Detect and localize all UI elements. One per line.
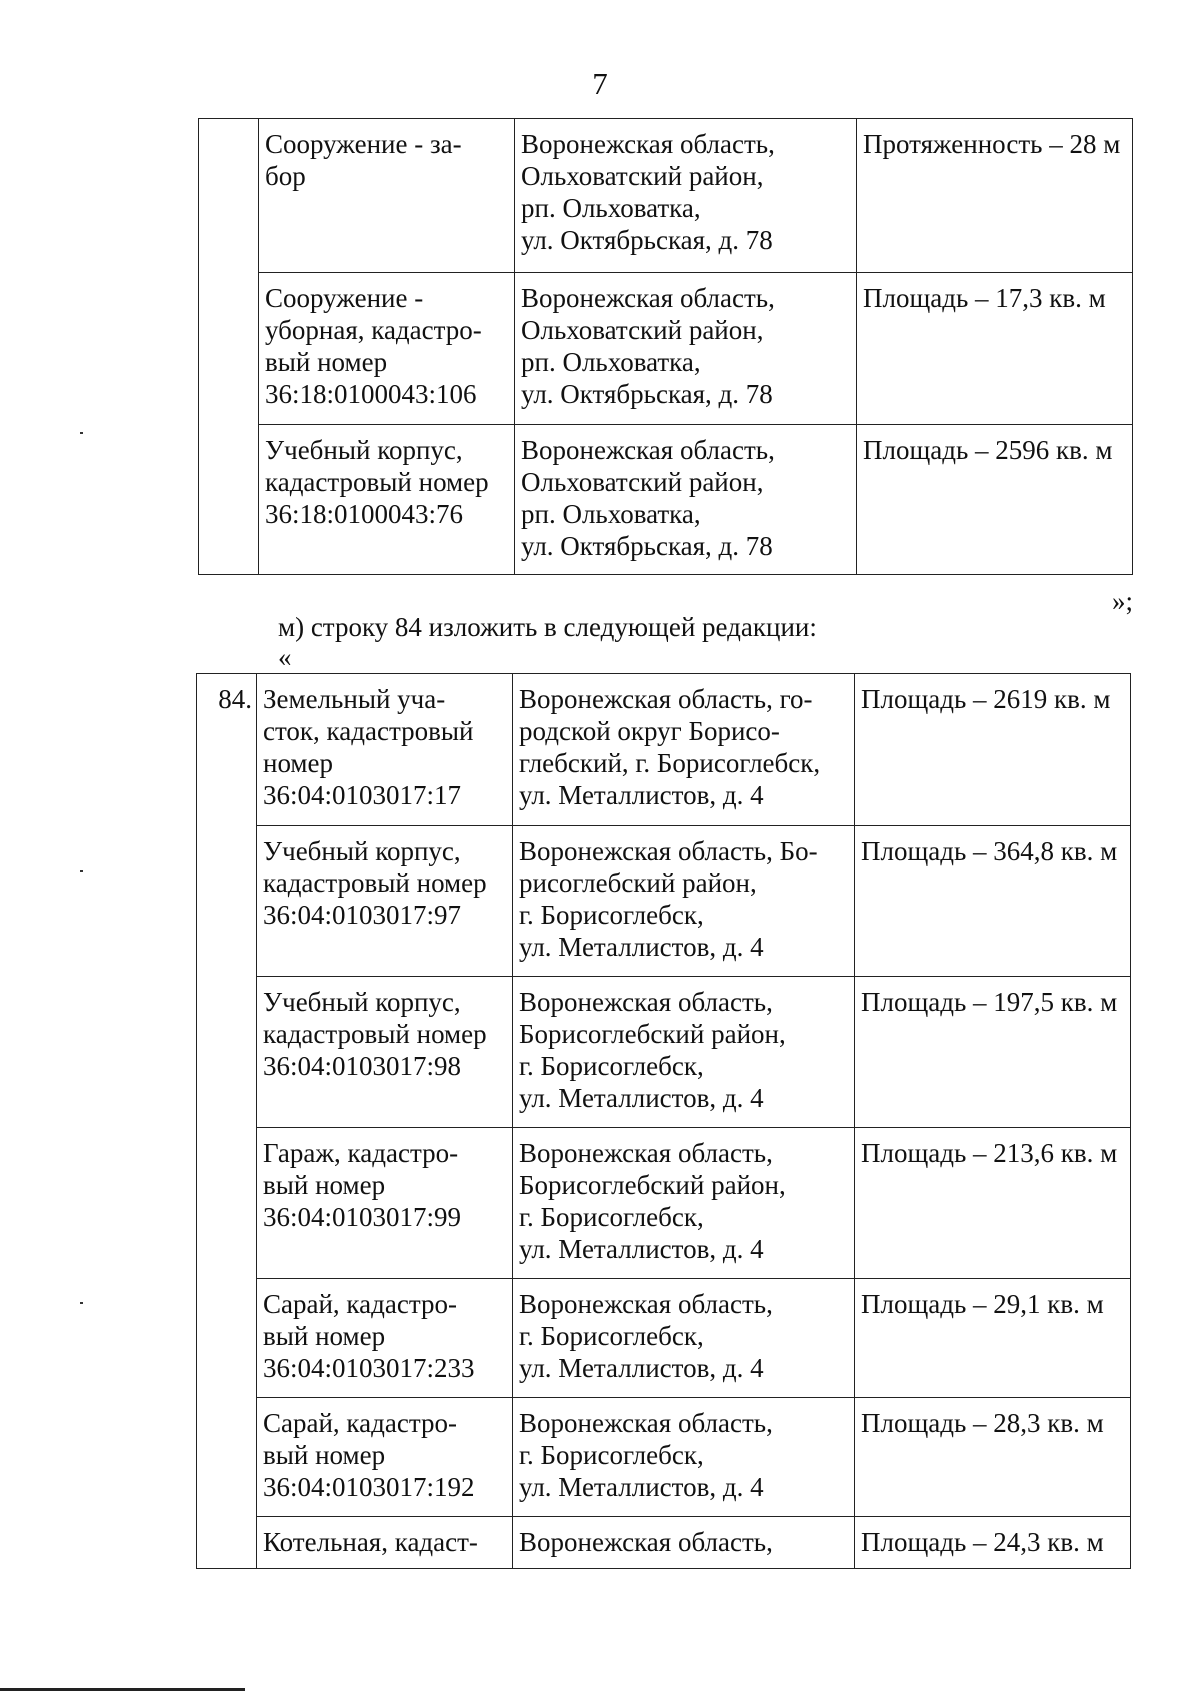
row-number-cell [199,119,259,273]
object-name-cell: Учебный корпус, кадастровый номер 36:18:0100043:76 [259,425,515,575]
address-cell: Воронежская область, Бо- рисоглебский район, г. Борисоглебск, ул. Металлистов, д. 4 [513,826,855,977]
characteristic-cell: Площадь – 213,6 кв. м [855,1128,1131,1279]
characteristic-cell: Площадь – 28,3 кв. м [855,1398,1131,1517]
characteristic-cell: Площадь – 24,3 кв. м [855,1517,1131,1569]
property-table-row-84 [196,673,1131,1569]
row-number-cell [199,273,259,425]
page-number: 7 [592,66,608,101]
row-number-cell [197,1398,257,1517]
table-row [199,273,1133,425]
characteristic-cell: Площадь – 364,8 кв. м [855,826,1131,977]
object-name-cell: Котельная, кадаст- [257,1517,513,1569]
address-cell: Воронежская область, Ольховатский район, рп. Ольховатка, ул. Октябрьская, д. 78 [515,425,857,575]
object-name-cell: Гараж, кадастро- вый номер 36:04:0103017:99 [257,1128,513,1279]
table-row [197,977,1131,1128]
margin-dot [80,432,83,434]
footer-rule [0,1688,245,1691]
table-row [197,674,1131,826]
closing-quote: »; [1112,586,1134,616]
characteristic-cell: Площадь – 2596 кв. м [857,425,1133,575]
object-name-cell: Сооружение - уборная, кадастро- вый номер 36:18:0100043:106 [259,273,515,425]
row-number-cell [197,977,257,1128]
row-number-cell [197,1279,257,1398]
characteristic-cell: Площадь – 2619 кв. м [855,674,1131,826]
characteristic-cell: Протяженность – 28 м [857,119,1133,273]
margin-dot [80,870,83,872]
margin-dot [80,1302,83,1304]
address-cell: Воронежская область, г. Борисоглебск, ул. Металлистов, д. 4 [513,1398,855,1517]
address-cell: Воронежская область, [513,1517,855,1569]
object-name-cell: Сооружение - за- бор [259,119,515,273]
table-row [197,1128,1131,1279]
object-name-cell: Земельный уча- сток, кадастровый номер 36:04:0103017:17 [257,674,513,826]
address-cell: Воронежская область, го- родской округ Борисо- глебский, г. Борисоглебск, ул. Металлистов, д. 4 [513,674,855,826]
row-number-cell [197,1128,257,1279]
characteristic-cell: Площадь – 29,1 кв. м [855,1279,1131,1398]
address-cell: Воронежская область, Ольховатский район, рп. Ольховатка, ул. Октябрьская, д. 78 [515,273,857,425]
object-name-cell: Учебный корпус, кадастровый номер 36:04:0103017:97 [257,826,513,977]
address-cell: Воронежская область, Борисоглебский район, г. Борисоглебск, ул. Металлистов, д. 4 [513,977,855,1128]
table-row [197,1279,1131,1398]
opening-quote: « [278,642,292,672]
table-row [199,425,1133,575]
table-row [197,826,1131,977]
table-row [199,119,1133,273]
row-number-cell: 84. [197,674,257,826]
characteristic-cell: Площадь – 17,3 кв. м [857,273,1133,425]
instruction-text: м) строку 84 изложить в следующей редакции: [278,612,817,642]
characteristic-cell: Площадь – 197,5 кв. м [855,977,1131,1128]
address-cell: Воронежская область, г. Борисоглебск, ул. Металлистов, д. 4 [513,1279,855,1398]
address-cell: Воронежская область, Ольховатский район, рп. Ольховатка, ул. Октябрьская, д. 78 [515,119,857,273]
object-name-cell: Учебный корпус, кадастровый номер 36:04:0103017:98 [257,977,513,1128]
table-row [197,1517,1131,1569]
row-number-cell [197,826,257,977]
row-number-cell [199,425,259,575]
object-name-cell: Сарай, кадастро- вый номер 36:04:0103017:233 [257,1279,513,1398]
row-number-cell [197,1517,257,1569]
table-row [197,1398,1131,1517]
address-cell: Воронежская область, Борисоглебский район, г. Борисоглебск, ул. Металлистов, д. 4 [513,1128,855,1279]
property-table-continuation [198,118,1133,575]
object-name-cell: Сарай, кадастро- вый номер 36:04:0103017:192 [257,1398,513,1517]
